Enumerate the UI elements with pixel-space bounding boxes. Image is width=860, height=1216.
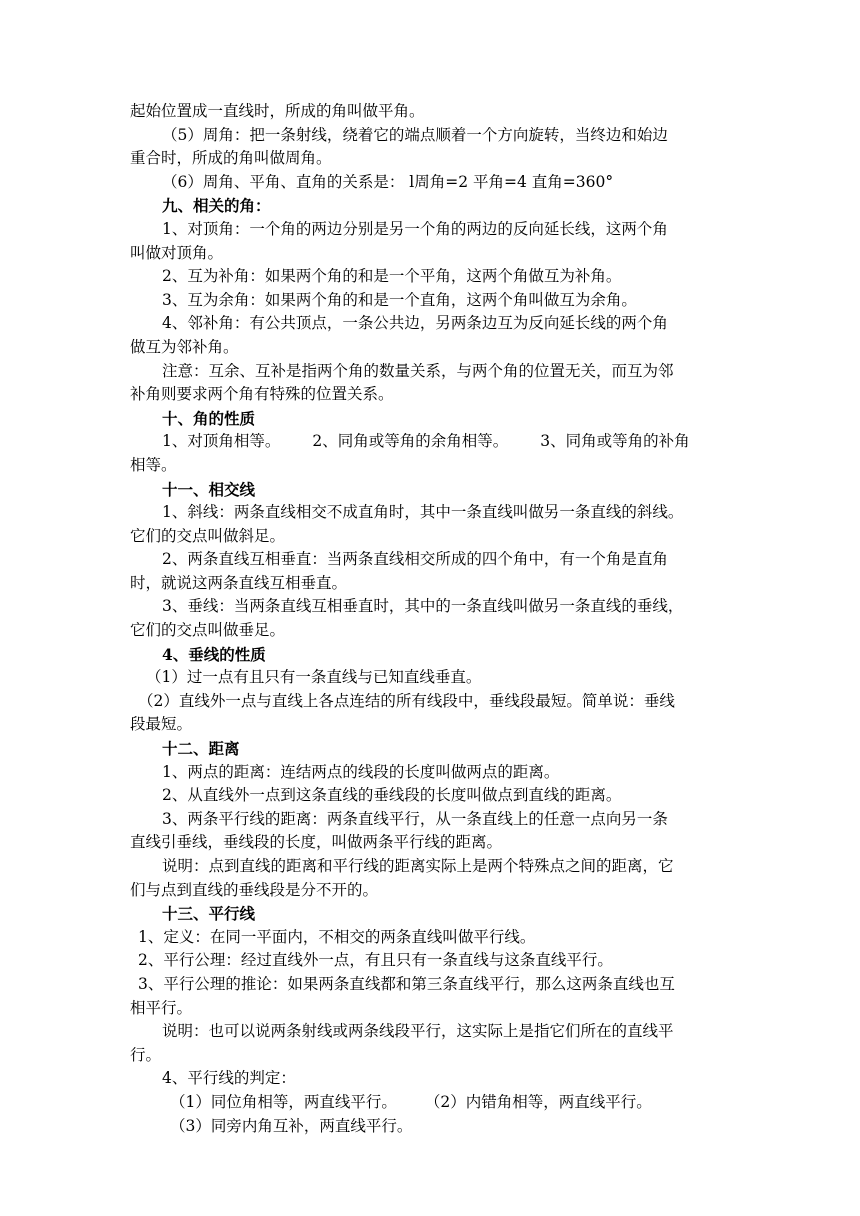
section-heading: 十、角的性质 [162,408,256,428]
text-line: 1、定义：在同一平面内，不相交的两条直线叫做平行线。 [138,927,536,946]
text-line: 段最短。 [130,715,193,734]
text-line: 2、两条直线互相垂直：当两条直线相交所成的四个角中，有一个角是直角 [162,550,668,569]
text-line: 3、垂线：当两条直线互相垂直时，其中的一条直线叫做另一条直线的垂线， [162,597,684,616]
text-line: 3、平行公理的推论：如果两条直线都和第三条直线平行，那么这两条直线也互 [138,974,675,993]
text-line: 它们的交点叫做斜足。 [130,526,286,545]
text-line: （6）周角、平角、直角的关系是： l周角=2 平角=4 直角=360° [162,172,614,191]
text-line: 行。 [130,1045,162,1064]
text-line: 直线引垂线，垂线段的长度，叫做两条平行线的距离。 [130,833,503,852]
text-line: （2）直线外一点与直线上各点连结的所有线段中，垂线段最短。简单说：垂线 [138,691,675,710]
text-line: 它们的交点叫做垂足。 [130,621,286,640]
text-line: 说明：也可以说两条射线或两条线段平行，这实际上是指它们所在的直线平 [162,1022,674,1041]
text-line: 2、平行公理：经过直线外一点，有且只有一条直线与这条直线平行。 [138,951,613,970]
section-heading: 4、垂线的性质 [162,644,266,664]
text-line: 3、互为余角：如果两个角的和是一个直角，这两个角叫做互为余角。 [162,290,637,309]
text-line: 们与点到直线的垂线段是分不开的。 [130,880,379,899]
document-body [130,100,730,1138]
text-line: 4、平行线的判定： [162,1069,296,1088]
text-line: 做互为邻补角。 [130,337,239,356]
text-segment: 1、对顶角相等。 [162,432,281,451]
text-line: （5）周角：把一条射线，绕着它的端点顺着一个方向旋转，当终边和始边 [162,125,668,144]
text-line: （3）同旁内角互补，两直线平行。 [170,1116,413,1135]
text-segment: （1）同位角相等，两直线平行。 [170,1092,397,1111]
text-line: 1、对顶角：一个角的两边分别是另一个角的两边的反向延长线，这两个角 [162,219,668,238]
section-heading: 十一、相交线 [162,479,256,499]
text-segment: （2）内错角相等，两直线平行。 [424,1092,652,1111]
text-line: 相等。 [130,455,177,474]
text-line: 说明：点到直线的距离和平行线的距离实际上是两个特殊点之间的距离，它 [162,857,674,875]
text-line: 4、邻补角：有公共顶点，一条公共边，另两条边互为反向延长线的两个角 [162,314,668,333]
section-heading: 十三、平行线 [162,904,256,924]
text-segment: 2、同角或等角的余角相等。 [312,432,509,451]
text-line: 补角则要求两个角有特殊的位置关系。 [130,385,394,404]
section-heading: 十二、距离 [162,739,240,759]
text-line [130,1091,730,1115]
text-line: 1、两点的距离：连结两点的线段的长度叫做两点的距离。 [162,762,560,781]
text-line: 时，就说这两条直线互相垂直。 [130,573,348,592]
text-segment: 3、同角或等角的补角 [540,432,690,451]
text-line: 叫做对顶角。 [130,243,224,262]
text-line: （1）过一点有且只有一条直线与已知直线垂直。 [146,668,482,687]
text-line: 相平行。 [130,998,193,1017]
text-line: 1、斜线：两条直线相交不成直角时，其中一条直线叫做另一条直线的斜线。 [162,503,684,522]
text-line: 注意：互余、互补是指两个角的数量关系，与两个角的位置无关，而互为邻 [162,361,674,380]
section-heading: 九、相关的角： [162,196,271,216]
text-line: 重合时，所成的角叫做周角。 [130,149,332,168]
text-line [130,430,730,454]
text-line: 起始位置成一直线时，所成的角叫做平角。 [130,102,425,120]
text-line: 2、从直线外一点到这条直线的垂线段的长度叫做点到直线的距离。 [162,786,622,805]
text-line: 3、两条平行线的距离：两条直线平行，从一条直线上的任意一点向另一条 [162,809,668,828]
text-line: 2、互为补角：如果两个角的和是一个平角，这两个角做互为补角。 [162,267,622,286]
